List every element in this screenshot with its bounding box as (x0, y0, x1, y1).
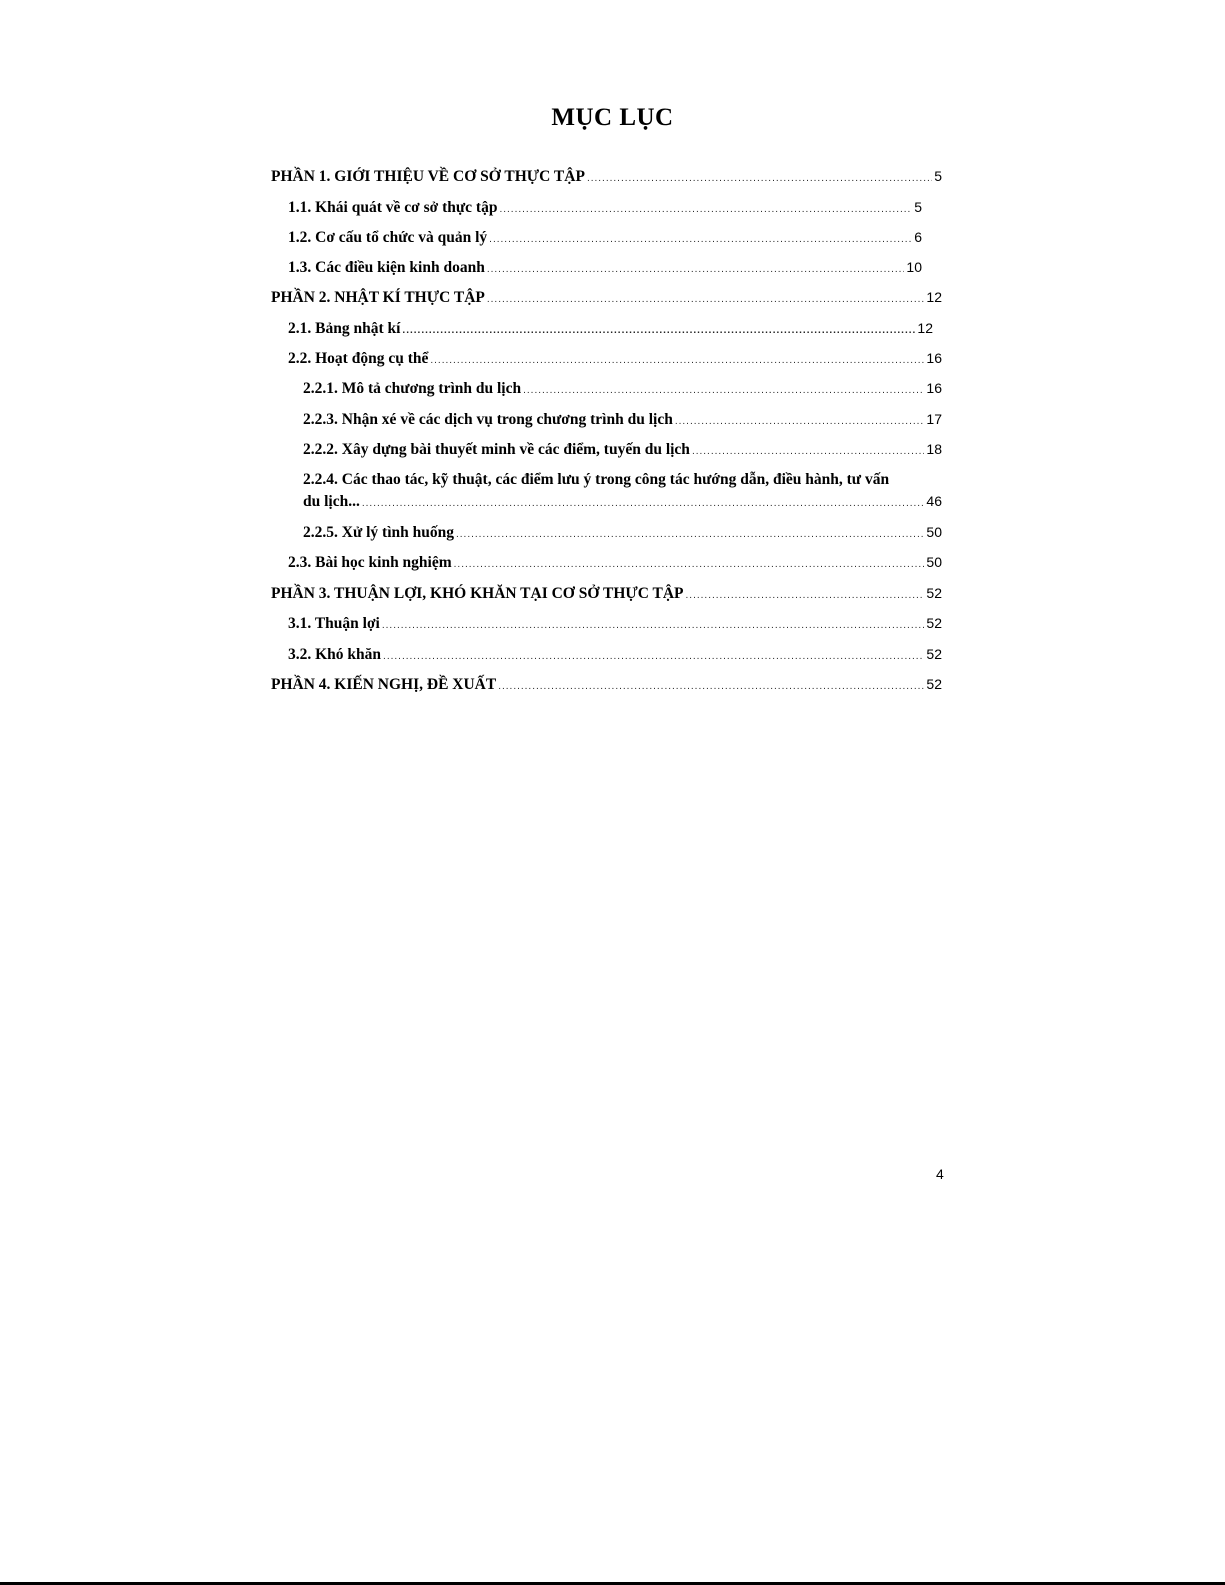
toc-entry-page: 46 (926, 493, 942, 509)
dot-leader (487, 260, 905, 280)
toc-entry-2-1[interactable] (288, 318, 933, 341)
toc-entry-2-2-1[interactable] (303, 378, 942, 401)
toc-entry-2-2[interactable] (288, 348, 942, 371)
dot-leader (489, 230, 912, 250)
dot-leader (692, 442, 924, 462)
toc-entry-page: 50 (926, 524, 942, 540)
toc-entry-label: 1.3. Các điều kiện kinh doanh (288, 259, 485, 276)
toc-entry-part-4[interactable] (271, 674, 942, 697)
page-number: 4 (936, 1166, 944, 1182)
dot-leader (362, 494, 925, 514)
dot-leader (430, 351, 924, 371)
toc-entry-2-2-4-line-1[interactable]: 2.2.4. Các thao tác, kỹ thuật, các điểm lưu ý trong công tác hướng dẫn, điều hành, tư vấn (303, 471, 890, 488)
toc-entry-page: 52 (926, 676, 942, 692)
toc-entry-label: PHẦN 1. GIỚI THIỆU VỀ CƠ SỞ THỰC TẬP (271, 168, 585, 185)
toc-entry-1-2[interactable] (288, 227, 922, 250)
toc-entry-page: 5 (934, 168, 942, 184)
toc-entry-page: 6 (914, 229, 922, 245)
dot-leader (523, 381, 924, 401)
toc-entry-label: 2.2.3. Nhận xé về các dịch vụ trong chương trình du lịch (303, 411, 673, 428)
toc-entry-2-2-5[interactable] (303, 522, 942, 545)
toc-entry-label: 3.1. Thuận lợi (288, 615, 380, 632)
dot-leader (587, 169, 932, 189)
dot-leader (383, 647, 924, 667)
toc-entry-page: 16 (926, 380, 942, 396)
toc-entry-label: du lịch... (303, 493, 360, 510)
toc-entry-1-3[interactable] (288, 257, 922, 280)
toc-entry-label: PHẦN 3. THUẬN LỢI, KHÓ KHĂN TẠI CƠ SỞ THỰC TẬP (271, 585, 684, 602)
page-title: MỤC LỤC (551, 104, 674, 131)
toc-entry-2-3[interactable] (288, 552, 942, 575)
toc-entry-label: 2.2.5. Xử lý tình huống (303, 524, 454, 541)
dot-leader (499, 200, 912, 220)
dot-leader (382, 616, 925, 636)
toc-entry-part-2[interactable] (271, 287, 942, 310)
dot-leader (456, 525, 924, 545)
toc-entry-label: 1.1. Khái quát về cơ sở thực tập (288, 199, 498, 216)
toc-entry-2-2-2[interactable] (303, 439, 942, 462)
toc-entry-part-1[interactable] (271, 166, 942, 189)
toc-entry-page: 18 (926, 441, 942, 457)
toc-entry-page: 10 (906, 259, 922, 275)
toc-entry-2-2-4[interactable] (303, 491, 942, 514)
toc-entry-page: 50 (926, 554, 942, 570)
toc-entry-label: 2.2. Hoạt động cụ thể (288, 350, 429, 367)
toc-entry-page: 52 (926, 646, 942, 662)
toc-entry-3-2[interactable] (288, 644, 942, 667)
dot-leader (487, 290, 925, 310)
toc-entry-label: PHẦN 4. KIẾN NGHỊ, ĐỀ XUẤT (271, 676, 497, 693)
toc-entry-label: 2.3. Bài học kinh nghiệm (288, 554, 452, 571)
toc-entry-page: 5 (914, 199, 922, 215)
toc-entry-3-1[interactable] (288, 613, 942, 636)
dot-leader (454, 555, 925, 575)
toc-entry-page: 12 (917, 320, 933, 336)
toc-entry-label: PHẦN 2. NHẬT KÍ THỰC TẬP (271, 289, 485, 306)
toc-entry-part-3[interactable] (271, 583, 942, 606)
toc-entry-page: 12 (926, 289, 942, 305)
toc-entry-page: 17 (926, 411, 942, 427)
toc-entry-label: 2.2.2. Xây dựng bài thuyết minh về các điểm, tuyến du lịch (303, 441, 690, 458)
toc-entry-2-2-3[interactable] (303, 409, 942, 432)
dot-leader (498, 677, 924, 697)
toc-entry-label: 2.1. Bảng nhật kí (288, 320, 401, 337)
toc-entry-label: 2.2.1. Mô tả chương trình du lịch (303, 380, 522, 397)
dot-leader (402, 321, 915, 341)
toc-entry-label: 1.2. Cơ cấu tổ chức và quản lý (288, 229, 488, 246)
dot-leader (675, 412, 925, 432)
toc-entry-1-1[interactable] (288, 197, 922, 220)
toc-entry-page: 52 (926, 585, 942, 601)
dot-leader (686, 586, 925, 606)
toc-entry-page: 16 (926, 350, 942, 366)
toc-entry-label: 3.2. Khó khăn (288, 646, 382, 663)
toc-entry-page: 52 (926, 615, 942, 631)
